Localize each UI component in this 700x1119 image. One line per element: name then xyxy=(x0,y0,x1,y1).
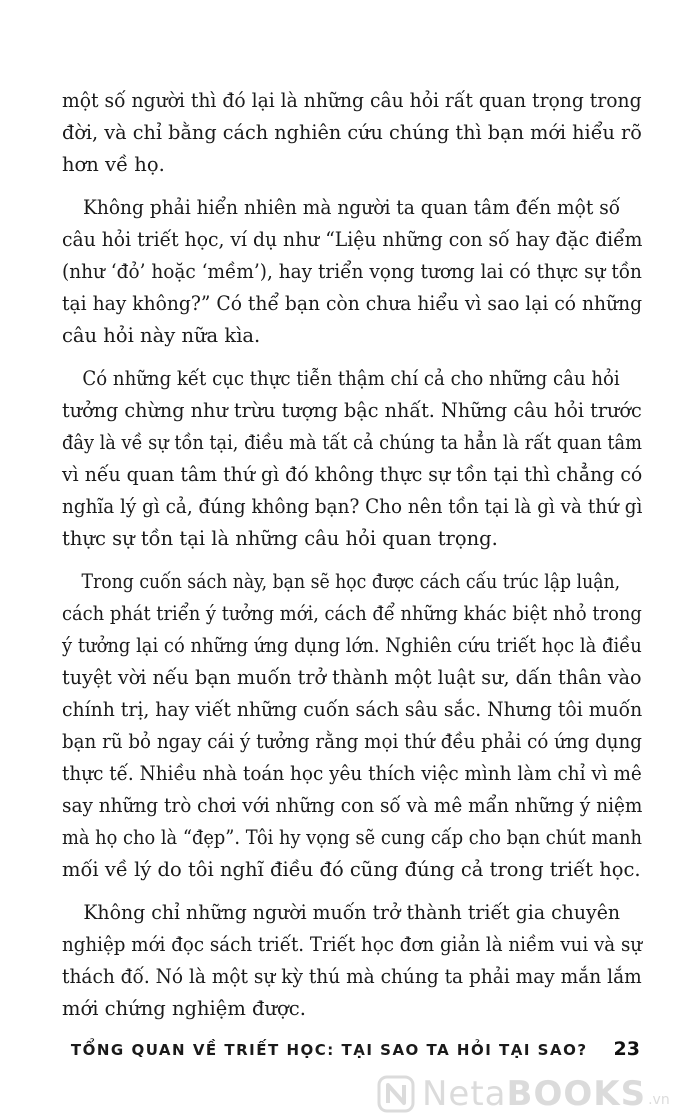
text-line: câu hỏi này nữa kìa. xyxy=(62,324,261,347)
text-line: cách phát triển ý tưởng mới, cách để những khác biệt nhỏ trong xyxy=(62,602,642,625)
running-head: TỔNG QUAN VỀ TRIẾT HỌC: TẠI SAO TA HỎI TẠI SAO? xyxy=(70,1041,588,1059)
text-line: Không phải hiển nhiên mà người ta quan tâm đến một số xyxy=(82,196,621,219)
text-line: mà họ cho là “đẹp”. Tôi hy vọng sẽ cung cấp cho bạn chút manh xyxy=(62,826,642,849)
text-line: câu hỏi triết học, ví dụ như “Liệu những con số hay đặc điểm xyxy=(62,228,643,251)
page-number: 23 xyxy=(613,1038,640,1060)
text-line: đây là về sự tồn tại, điều mà tất cả chúng ta hẳn là rất quan tâm xyxy=(62,431,642,454)
text-line: nghĩa lý gì cả, đúng không bạn? Cho nên tồn tại là gì và thứ gì xyxy=(62,495,643,518)
text-line: Có những kết cục thực tiễn thậm chí cả cho những câu hỏi xyxy=(82,367,620,390)
paragraph xyxy=(62,85,642,181)
watermark-text-bold: BOOKS xyxy=(506,1074,647,1114)
text-line: thách đố. Nó là một sự kỳ thú mà chúng ta phải may mắn lắm xyxy=(62,965,642,988)
page-footer xyxy=(0,1038,640,1062)
text-line: tuyệt vời nếu bạn muốn trở thành một luật sư, dấn thân vào xyxy=(62,666,642,689)
text-line: một số người thì đó lại là những câu hỏi rất quan trọng trong xyxy=(62,89,642,112)
text-line: chính trị, hay viết những cuốn sách sâu sắc. Nhưng tôi muốn xyxy=(62,698,643,721)
watermark-text-light: Neta xyxy=(422,1074,507,1114)
text-line: thực sự tồn tại là những câu hỏi quan trọng. xyxy=(62,527,498,550)
body-text xyxy=(62,85,642,1036)
netabooks-logo-icon xyxy=(376,1074,416,1114)
watermark-text xyxy=(422,1074,646,1114)
watermark-tld: .vn xyxy=(648,1092,670,1108)
text-line: Trong cuốn sách này, bạn sẽ học được cách cấu trúc lập luận, xyxy=(81,570,621,593)
text-line: Không chỉ những người muốn trở thành triết gia chuyên xyxy=(83,901,621,924)
text-line: (như ‘đỏ’ hoặc ‘mềm’), hay triển vọng tương lai có thực sự tồn xyxy=(62,260,642,283)
text-line: tưởng chừng như trừu tượng bậc nhất. Những câu hỏi trước xyxy=(62,399,642,422)
text-line: ý tưởng lại có những ứng dụng lớn. Nghiên cứu triết học là điều xyxy=(62,634,642,657)
text-line: tại hay không?” Có thể bạn còn chưa hiểu vì sao lại có những xyxy=(62,292,643,315)
text-line: hơn về họ. xyxy=(62,153,165,176)
text-line: vì nếu quan tâm thứ gì đó không thực sự tồn tại thì chẳng có xyxy=(62,463,643,486)
text-line: say những trò chơi với những con số và mê mẩn những ý niệm xyxy=(62,794,643,817)
paragraph xyxy=(62,192,642,352)
text-line: bạn rũ bỏ ngay cái ý tưởng rằng mọi thứ đều phải có ứng dụng xyxy=(62,730,642,753)
text-line: thực tế. Nhiều nhà toán học yêu thích việc mình làm chỉ vì mê xyxy=(62,762,642,785)
paragraph xyxy=(62,897,642,1025)
text-line: mối về lý do tôi nghĩ điều đó cũng đúng cả trong triết học. xyxy=(62,858,641,881)
paragraph xyxy=(62,566,642,886)
text-line: nghiệp mới đọc sách triết. Triết học đơn giản là niềm vui và sự xyxy=(62,933,643,956)
text-line: đời, và chỉ bằng cách nghiên cứu chúng thì bạn mới hiểu rõ xyxy=(62,121,642,144)
paragraph xyxy=(62,363,642,555)
watermark xyxy=(376,1072,700,1116)
text-line: mới chứng nghiệm được. xyxy=(62,997,306,1020)
